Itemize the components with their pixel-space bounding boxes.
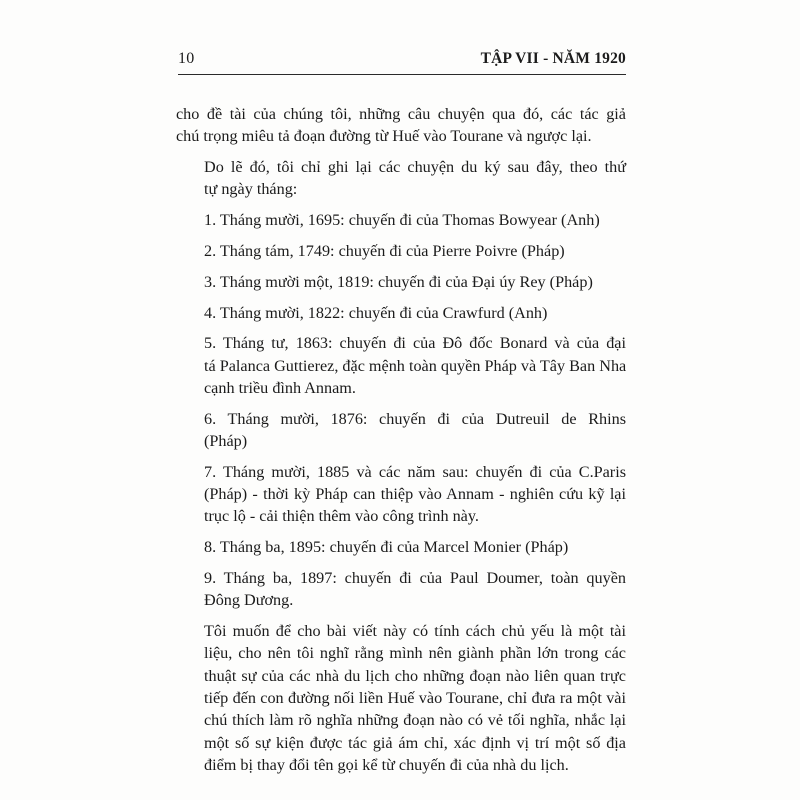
text-line: 3. Tháng mười một, 1819: chuyến đi của Đại úy Rey (Pháp)	[204, 272, 593, 291]
text-line: 4. Tháng mười, 1822: chuyến đi của Crawfurd (Anh)	[204, 303, 548, 322]
paragraph	[176, 209, 626, 231]
text-line: liệu, cho nên tôi nghĩ rằng mình nên giành phần lớn trong các	[204, 644, 626, 663]
text-line: 2. Tháng tám, 1749: chuyến đi của Pierre Poivre (Pháp)	[204, 241, 565, 260]
text-line: (Pháp) - thời kỳ Pháp can thiệp vào Annam - nghiên cứu kỹ lại	[204, 485, 626, 504]
paragraph	[176, 461, 626, 528]
text-line: Đông Dương.	[204, 591, 294, 610]
text-line: tiếp đến con đường nối liền Huế vào Tourane, chỉ đưa ra một vài	[204, 689, 626, 708]
paragraph	[176, 156, 626, 201]
paragraph	[176, 332, 626, 399]
paragraph	[176, 620, 626, 776]
text-line: 5. Tháng tư, 1863: chuyến đi của Đô đốc Bonard và của đại	[204, 334, 626, 353]
text-line: cạnh triều đình Annam.	[204, 378, 356, 397]
text-line: 1. Tháng mười, 1695: chuyến đi của Thomas Bowyear (Anh)	[204, 211, 600, 230]
text-line: (Pháp)	[204, 432, 248, 451]
text-line: 8. Tháng ba, 1895: chuyến đi của Marcel Monier (Pháp)	[204, 538, 569, 557]
text-line: trục lộ - cải thiện thêm vào công trình này.	[204, 507, 479, 526]
text-line: 9. Tháng ba, 1897: chuyến đi của Paul Doumer, toàn quyền	[204, 569, 626, 588]
running-head: TẬP VII - NĂM 1920	[480, 50, 626, 67]
paragraph	[176, 302, 626, 324]
paragraph	[176, 536, 626, 558]
text-line: tá Palanca Guttierez, đặc mệnh toàn quyền Pháp và Tây Ban Nha	[204, 356, 627, 375]
text-line: chú trọng miêu tả đoạn đường từ Huế vào Tourane và ngược lại.	[176, 127, 592, 146]
text-line: 6. Tháng mười, 1876: chuyến đi của Dutreuil de Rhins	[204, 409, 626, 428]
header-rule	[178, 74, 626, 75]
paragraph	[176, 408, 626, 453]
page-header	[178, 50, 626, 76]
text-line: tự ngày tháng:	[204, 180, 298, 199]
text-line: cho đề tài của chúng tôi, những câu chuyện qua đó, các tác giả	[176, 105, 626, 123]
paragraph	[176, 103, 626, 148]
paragraph	[176, 271, 626, 293]
text-line: Do lẽ đó, tôi chỉ ghi lại các chuyện du ký sau đây, theo thứ	[204, 158, 626, 177]
text-line: Tôi muốn để cho bài viết này có tính cách chủ yếu là một tài	[204, 622, 626, 641]
text-line: thuật sự của các nhà du lịch cho những đoạn nào liên quan trực	[204, 666, 626, 685]
page-number: 10	[178, 50, 195, 67]
text-line: một số sự kiện được tác giả ám chỉ, xác định vị trí một số địa	[204, 733, 626, 752]
body-text	[176, 103, 626, 785]
paragraph	[176, 567, 626, 612]
paragraph	[176, 240, 626, 262]
text-line: chú thích làm rõ nghĩa những đoạn nào có vẻ tối nghĩa, nhắc lại	[204, 711, 626, 730]
text-line: 7. Tháng mười, 1885 và các năm sau: chuyến đi của C.Paris	[204, 462, 626, 481]
text-line: điểm bị thay đổi tên gọi kể từ chuyến đi của nhà du lịch.	[204, 755, 569, 774]
